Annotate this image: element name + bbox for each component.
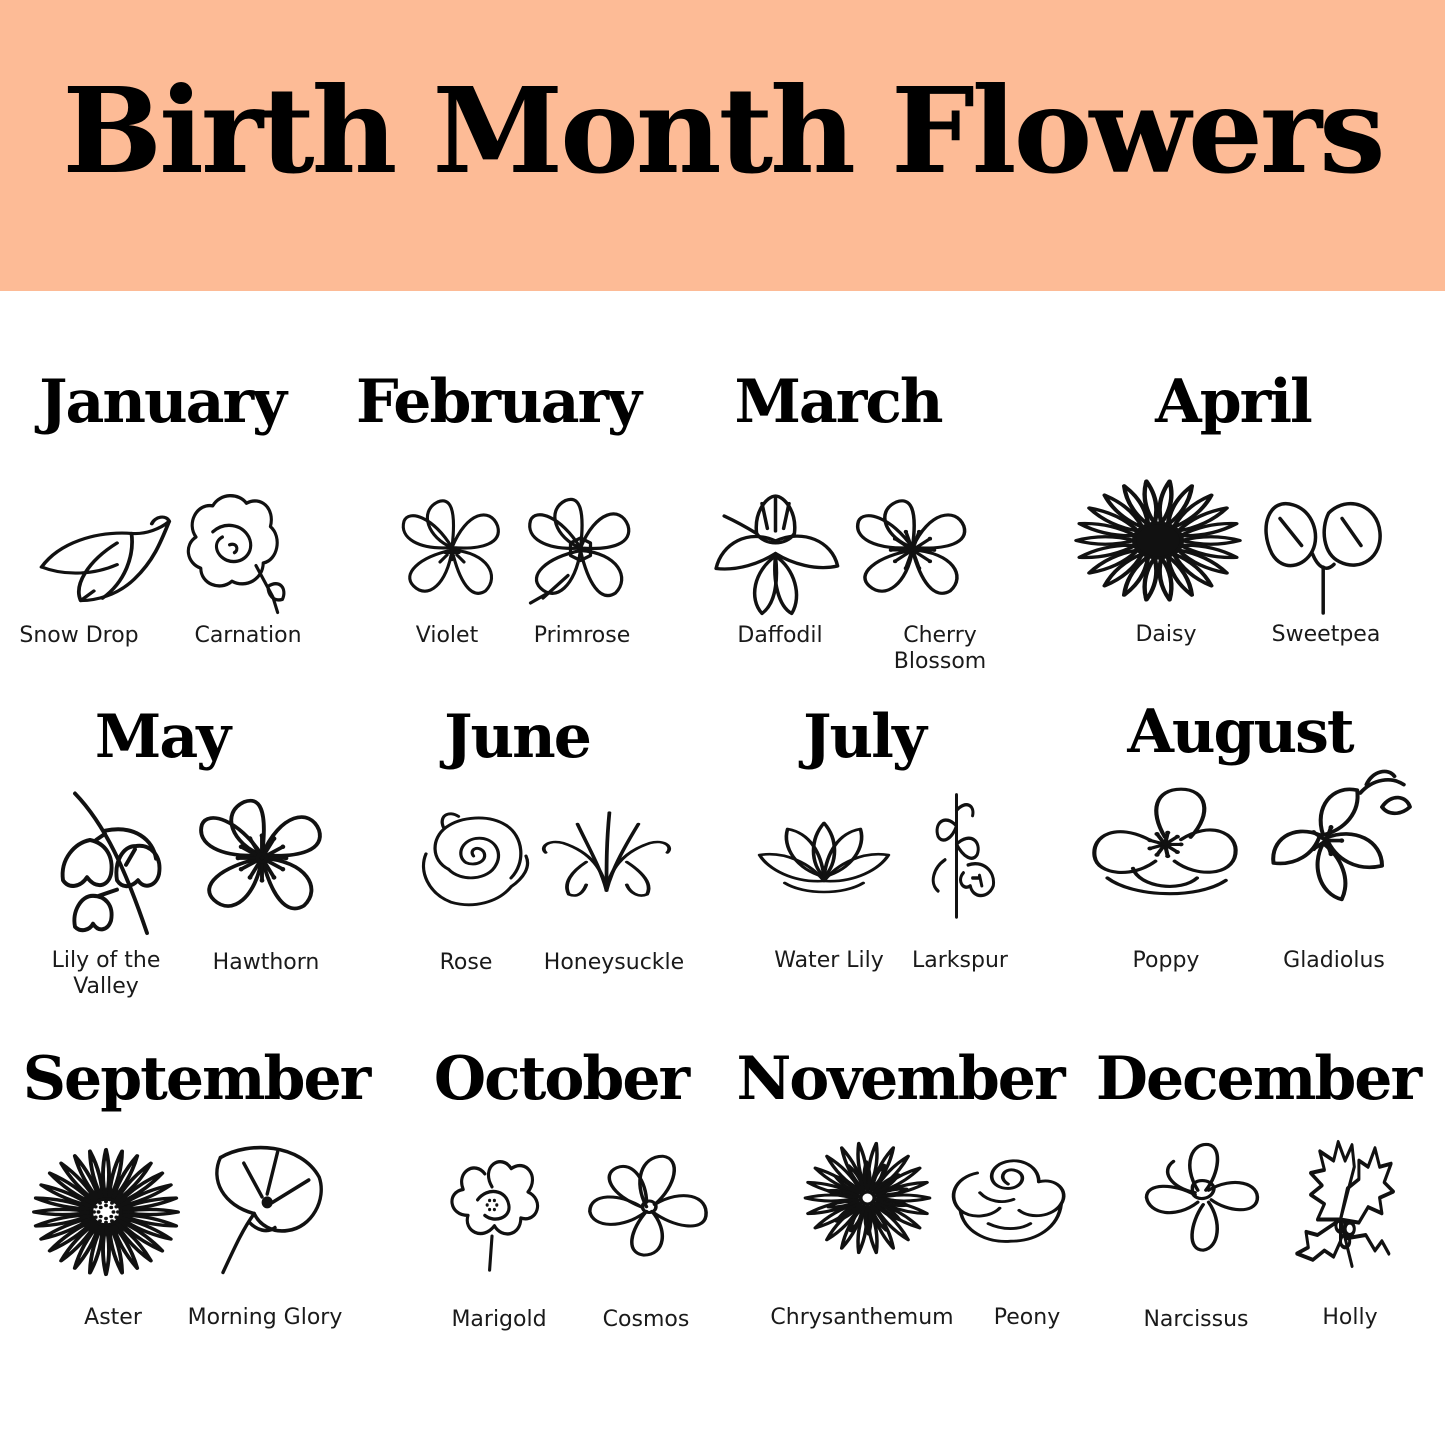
holly-icon bbox=[1283, 1111, 1398, 1266]
flower-label bbox=[52, 948, 161, 1000]
flower-label-line: Daisy bbox=[1135, 622, 1197, 647]
aster-icon bbox=[31, 1147, 181, 1277]
flower-label bbox=[1135, 622, 1196, 648]
flower-label-line: Marigold bbox=[451, 1307, 547, 1332]
flower-label bbox=[1322, 1305, 1377, 1331]
honeysuckle-icon bbox=[534, 805, 679, 900]
poppy-icon bbox=[1085, 782, 1245, 902]
month-heading-december: December bbox=[1095, 1044, 1421, 1114]
larkspur-icon bbox=[899, 787, 1014, 917]
month-heading-march: March bbox=[734, 367, 942, 437]
flower-label-line: Violet bbox=[415, 623, 479, 648]
morning-glory-icon bbox=[197, 1138, 327, 1278]
flower-label bbox=[451, 1307, 546, 1333]
flower-label bbox=[774, 948, 884, 974]
violet-icon bbox=[392, 490, 512, 610]
flower-label bbox=[912, 948, 1008, 974]
month-heading-february: February bbox=[355, 367, 641, 437]
hawthorn-icon bbox=[187, 788, 337, 928]
flower-label bbox=[894, 623, 986, 675]
flower-label bbox=[440, 950, 493, 976]
flower-label bbox=[84, 1305, 142, 1331]
flower-label bbox=[737, 623, 822, 649]
flower-label bbox=[770, 1305, 953, 1331]
flower-label-line: Primrose bbox=[533, 623, 631, 648]
peony-icon bbox=[938, 1140, 1078, 1250]
marigold-icon bbox=[432, 1140, 552, 1270]
sweetpea-icon bbox=[1253, 478, 1388, 613]
flower-label-line: Gladiolus bbox=[1283, 948, 1385, 973]
flower-label-line: Peony bbox=[993, 1305, 1061, 1330]
carnation-icon bbox=[172, 485, 292, 615]
flower-label bbox=[1272, 622, 1381, 648]
flower-label bbox=[1143, 1307, 1248, 1333]
month-heading-august: August bbox=[1127, 697, 1353, 767]
flower-label bbox=[188, 1305, 343, 1331]
flower-label-line: Cherry bbox=[903, 623, 977, 648]
chrysanthemum-icon bbox=[800, 1138, 935, 1258]
gladiolus-icon bbox=[1258, 765, 1413, 905]
flower-label-line: Poppy bbox=[1132, 948, 1200, 973]
flower-label-line: Carnation bbox=[194, 623, 302, 648]
primrose-icon bbox=[518, 488, 643, 613]
flower-label-line: Hawthorn bbox=[212, 950, 320, 975]
flower-label bbox=[1133, 948, 1200, 974]
flower-label-line: Honeysuckle bbox=[543, 950, 685, 975]
daffodil-icon bbox=[708, 491, 843, 616]
flower-label bbox=[534, 623, 631, 649]
rose-icon bbox=[411, 801, 536, 911]
cosmos-icon bbox=[579, 1147, 714, 1262]
flower-label-line: Rose bbox=[439, 950, 493, 975]
flower-label-line: Narcissus bbox=[1143, 1307, 1249, 1332]
flower-label bbox=[994, 1305, 1060, 1331]
page-title: Birth Month Flowers bbox=[62, 61, 1383, 200]
month-heading-april: April bbox=[1155, 367, 1311, 437]
flower-label bbox=[1283, 948, 1385, 974]
month-heading-november: November bbox=[736, 1044, 1064, 1114]
flower-label-line: Chrysanthemum bbox=[770, 1305, 954, 1330]
flower-label-line: Aster bbox=[84, 1305, 142, 1330]
narcissus-icon bbox=[1133, 1135, 1268, 1255]
flower-label-line: Sweetpea bbox=[1271, 622, 1381, 647]
daisy-icon bbox=[1073, 478, 1243, 603]
flower-label-line: Larkspur bbox=[912, 948, 1008, 973]
flower-label bbox=[544, 950, 684, 976]
water-lily-icon bbox=[754, 803, 894, 903]
month-heading-october: October bbox=[433, 1044, 689, 1114]
cherry-blossom-icon bbox=[845, 490, 980, 610]
snowdrop-icon bbox=[30, 495, 175, 615]
flower-label bbox=[213, 950, 320, 976]
month-heading-january: January bbox=[39, 367, 285, 437]
flower-label-line: Cosmos bbox=[602, 1307, 690, 1332]
flower-label-line: Lily of the bbox=[51, 948, 161, 973]
flower-label-line: Holly bbox=[1322, 1305, 1378, 1330]
month-heading-july: July bbox=[803, 702, 925, 772]
flower-label bbox=[194, 623, 301, 649]
flower-label bbox=[416, 623, 478, 649]
flower-label-line: Morning Glory bbox=[187, 1305, 343, 1330]
month-heading-september: September bbox=[22, 1044, 370, 1114]
flower-label-line: Daffodil bbox=[737, 623, 823, 648]
flower-label-line: Snow Drop bbox=[19, 623, 139, 648]
month-heading-june: June bbox=[444, 702, 590, 772]
flower-label bbox=[603, 1307, 690, 1333]
flower-label-line: Water Lily bbox=[774, 948, 884, 973]
title-banner bbox=[0, 0, 1445, 291]
flower-label-line: Valley bbox=[73, 973, 139, 999]
flower-label-line: Blossom bbox=[893, 648, 987, 674]
lily-of-the-valley-icon bbox=[30, 778, 180, 933]
flower-label bbox=[19, 623, 138, 649]
month-heading-may: May bbox=[94, 702, 230, 772]
